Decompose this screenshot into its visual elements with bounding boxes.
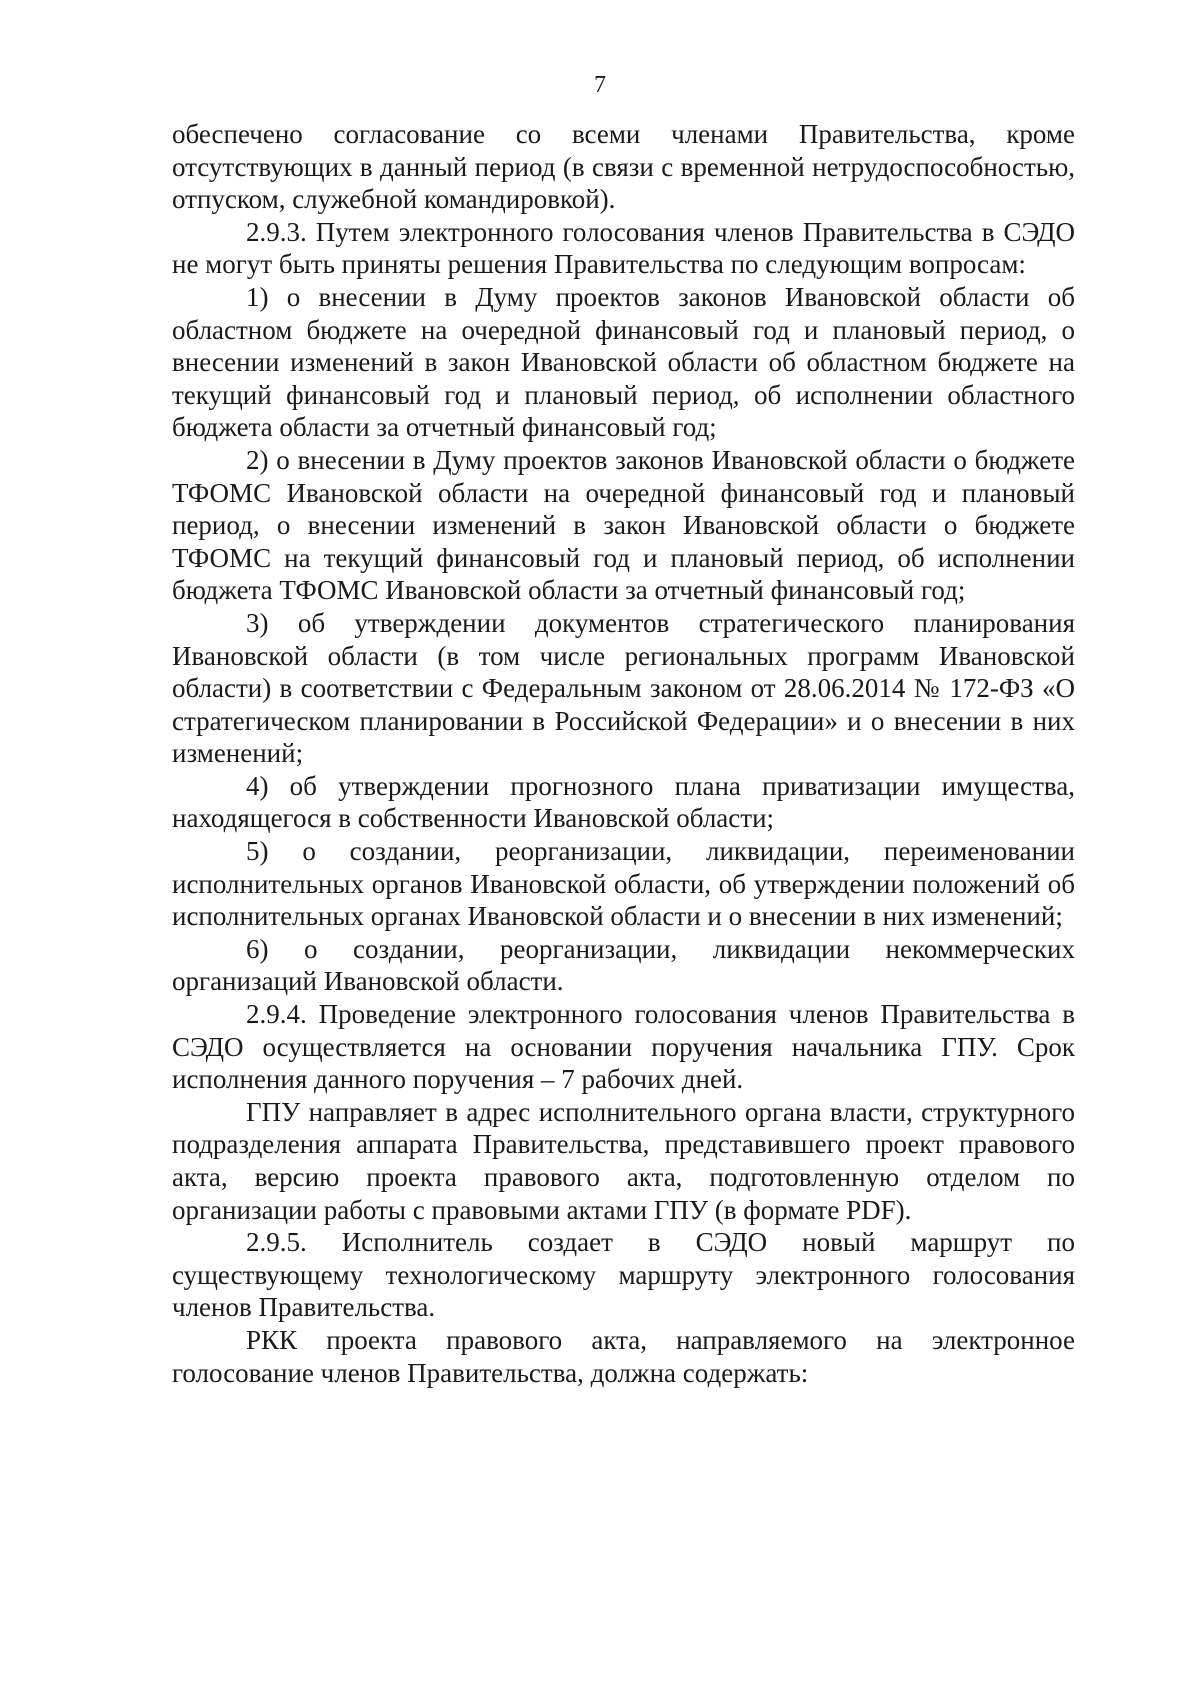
list-item-1: 1) о внесении в Думу проектов законов Ивановской области об областном бюджете на очередной финансовый год и плановый период, о внесении изменений в закон Ивановской области об областном бюджете на текущий финансовый год и плановый период, об исполнении областного бюджета области за отчетный финансовый год; [172,281,1075,443]
page-number: 7 [594,72,606,98]
document-body [172,118,1075,1389]
paragraph-gpu-directs: ГПУ направляет в адрес исполнительного органа власти, структурного подразделения аппарата Правительства, представившего проект правового акта, версию проекта правового акта, подготовленную отделом по организации работы с правовыми актами ГПУ (в формате PDF). [172,1096,1075,1225]
list-item-4: 4) об утверждении прогнозного плана приватизации имущества, находящегося в собственности Ивановской области; [172,770,1075,834]
paragraph-rkk: РКК проекта правового акта, направляемого на электронное голосование членов Правительства, должна содержать: [172,1324,1075,1388]
list-item-6: 6) о создании, реорганизации, ликвидации некоммерческих организаций Ивановской области. [172,933,1075,997]
list-item-3: 3) об утверждении документов стратегического планирования Ивановской области (в том числе региональных программ Ивановской области) в соответствии с Федеральным законом от 28.06.2014 № 172-ФЗ «О стратегическом планировании в Российской Федерации» и о внесении в них изменений; [172,607,1075,769]
list-item-5: 5) о создании, реорганизации, ликвидации, переименовании исполнительных органов Ивановской области, об утверждении положений об исполнительных органах Ивановской области и о внесении в них изменений; [172,836,1075,932]
paragraph-continuation: обеспечено согласование со всеми членами Правительства, кроме отсутствующих в данный период (в связи с временной нетрудоспособностью, отпуском, служебной командировкой). [172,119,1075,215]
paragraph-2-9-4: 2.9.4. Проведение электронного голосования членов Правительства в СЭДО осуществляется на основании поручения начальника ГПУ. Срок исполнения данного поручения – 7 рабочих дней. [172,999,1075,1095]
paragraph-2-9-3: 2.9.3. Путем электронного голосования членов Правительства в СЭДО не могут быть приняты решения Правительства по следующим вопросам: [172,216,1075,280]
paragraph-2-9-5: 2.9.5. Исполнитель создает в СЭДО новый маршрут по существующему технологическому маршруту электронного голосования членов Правительства. [172,1227,1075,1323]
list-item-2: 2) о внесении в Думу проектов законов Ивановской области о бюджете ТФОМС Ивановской области на очередной финансовый год и плановый период, о внесении изменений в закон Ивановской области о бюджете ТФОМС на текущий финансовый год и плановый период, об исполнении бюджета ТФОМС Ивановской области за отчетный финансовый год; [172,444,1075,606]
